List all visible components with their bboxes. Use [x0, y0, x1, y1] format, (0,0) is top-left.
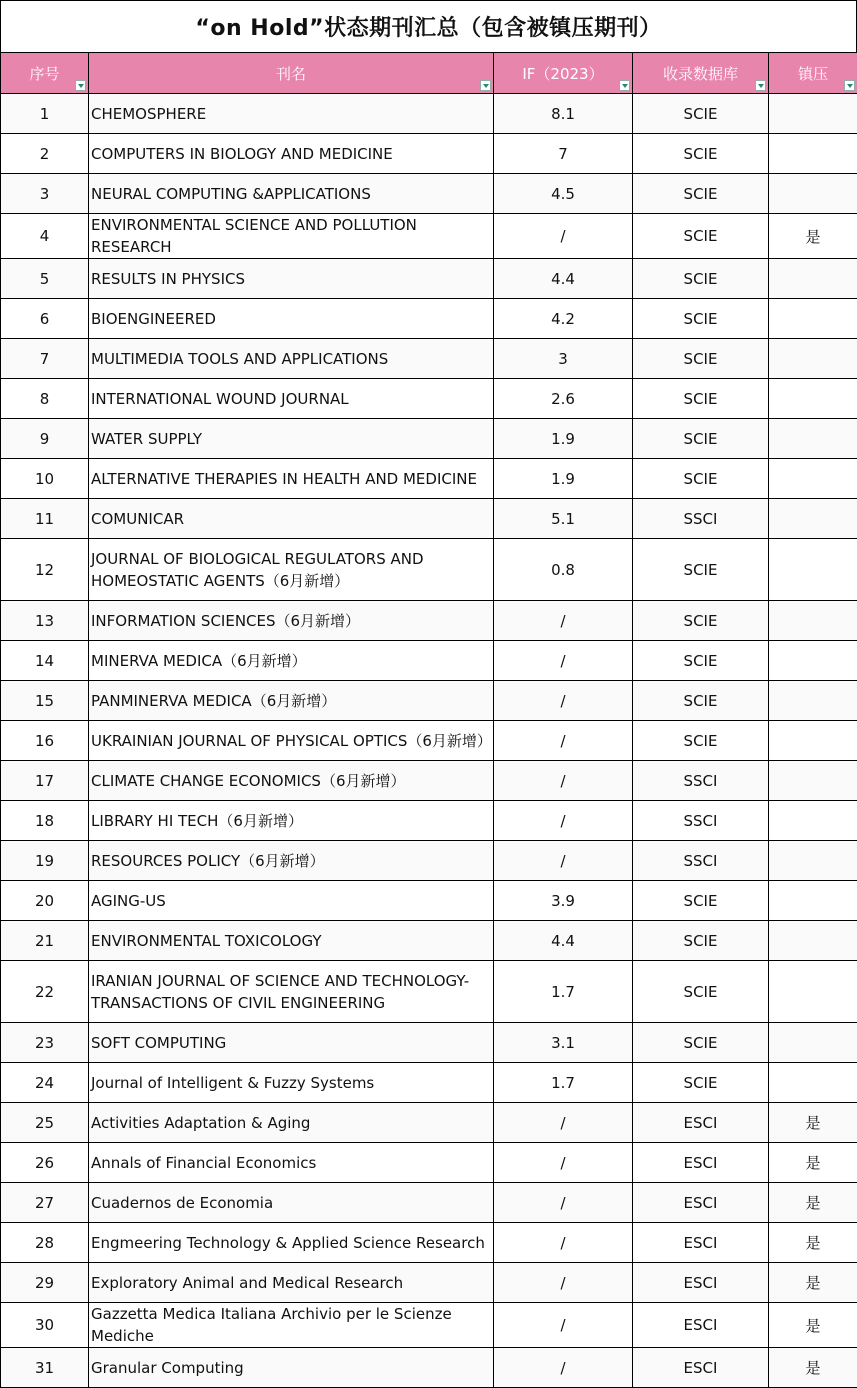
cell-suppressed[interactable]: 是 — [769, 1223, 857, 1263]
cell-no[interactable]: 24 — [1, 1063, 89, 1103]
header-no — [1, 53, 89, 94]
cell-journal-name[interactable]: BIOENGINEERED — [89, 299, 494, 339]
cell-impact-factor[interactable]: / — [494, 1143, 633, 1183]
cell-journal-name[interactable]: Granular Computing — [89, 1348, 494, 1388]
cell-no[interactable]: 9 — [1, 419, 89, 459]
cell-impact-factor[interactable]: 0.8 — [494, 539, 633, 601]
cell-database[interactable]: SCIE — [633, 94, 769, 134]
header-db-label: 收录数据库 — [663, 65, 738, 83]
cell-no[interactable]: 25 — [1, 1103, 89, 1143]
cell-no[interactable]: 11 — [1, 499, 89, 539]
cell-database[interactable]: SCIE — [633, 1063, 769, 1103]
cell-impact-factor[interactable]: / — [494, 1183, 633, 1223]
cell-suppressed[interactable] — [769, 299, 857, 339]
cell-database[interactable]: SCIE — [633, 214, 769, 259]
cell-database[interactable]: ESCI — [633, 1223, 769, 1263]
cell-suppressed[interactable] — [769, 259, 857, 299]
cell-journal-name[interactable]: ENVIRONMENTAL SCIENCE AND POLLUTION RESEARCH — [89, 214, 494, 259]
cell-journal-name[interactable]: Journal of Intelligent & Fuzzy Systems — [89, 1063, 494, 1103]
cell-suppressed[interactable] — [769, 539, 857, 601]
cell-no[interactable]: 22 — [1, 961, 89, 1023]
cell-suppressed[interactable]: 是 — [769, 1303, 857, 1348]
cell-no[interactable]: 15 — [1, 681, 89, 721]
cell-database[interactable]: SCIE — [633, 174, 769, 214]
cell-suppressed[interactable] — [769, 174, 857, 214]
cell-suppressed[interactable] — [769, 721, 857, 761]
cell-database[interactable]: ESCI — [633, 1183, 769, 1223]
cell-journal-name[interactable]: Annals of Financial Economics — [89, 1143, 494, 1183]
cell-suppressed[interactable] — [769, 459, 857, 499]
cell-impact-factor[interactable]: / — [494, 1223, 633, 1263]
cell-suppressed[interactable] — [769, 339, 857, 379]
table-row — [1, 1063, 857, 1103]
cell-no[interactable]: 1 — [1, 94, 89, 134]
table-row — [1, 841, 857, 881]
cell-database[interactable]: SCIE — [633, 259, 769, 299]
cell-database[interactable]: SSCI — [633, 841, 769, 881]
table-row — [1, 259, 857, 299]
cell-journal-name[interactable]: UKRAINIAN JOURNAL OF PHYSICAL OPTICS（6月新增） — [89, 721, 494, 761]
cell-no[interactable]: 10 — [1, 459, 89, 499]
table-row — [1, 339, 857, 379]
cell-database[interactable]: ESCI — [633, 1303, 769, 1348]
cell-no[interactable]: 20 — [1, 881, 89, 921]
table-row — [1, 801, 857, 841]
cell-no[interactable]: 4 — [1, 214, 89, 259]
cell-database[interactable]: ESCI — [633, 1103, 769, 1143]
table-row — [1, 1348, 857, 1388]
cell-database[interactable]: SCIE — [633, 961, 769, 1023]
filter-dropdown-icon[interactable] — [755, 80, 766, 91]
cell-database[interactable]: SCIE — [633, 379, 769, 419]
cell-journal-name[interactable]: NEURAL COMPUTING &APPLICATIONS — [89, 174, 494, 214]
table-row — [1, 1143, 857, 1183]
table-row — [1, 214, 857, 259]
cell-impact-factor[interactable]: 4.2 — [494, 299, 633, 339]
cell-no[interactable]: 7 — [1, 339, 89, 379]
table-row — [1, 721, 857, 761]
cell-suppressed[interactable]: 是 — [769, 1103, 857, 1143]
cell-no[interactable]: 30 — [1, 1303, 89, 1348]
cell-journal-name[interactable]: COMPUTERS IN BIOLOGY AND MEDICINE — [89, 134, 494, 174]
cell-no[interactable]: 14 — [1, 641, 89, 681]
table-row — [1, 1103, 857, 1143]
cell-impact-factor[interactable]: / — [494, 1263, 633, 1303]
cell-suppressed[interactable] — [769, 841, 857, 881]
cell-suppressed[interactable] — [769, 881, 857, 921]
cell-impact-factor[interactable]: 4.5 — [494, 174, 633, 214]
table-row — [1, 174, 857, 214]
filter-dropdown-icon[interactable] — [75, 80, 86, 91]
table-row — [1, 1303, 857, 1348]
cell-impact-factor[interactable]: 3.9 — [494, 881, 633, 921]
table-row — [1, 499, 857, 539]
table-row — [1, 379, 857, 419]
cell-impact-factor[interactable]: 4.4 — [494, 259, 633, 299]
cell-impact-factor[interactable]: / — [494, 681, 633, 721]
cell-no[interactable]: 13 — [1, 601, 89, 641]
cell-database[interactable]: SCIE — [633, 339, 769, 379]
cell-journal-name[interactable]: ENVIRONMENTAL TOXICOLOGY — [89, 921, 494, 961]
header-row — [1, 53, 857, 94]
cell-journal-name[interactable]: CHEMOSPHERE — [89, 94, 494, 134]
cell-suppressed[interactable] — [769, 94, 857, 134]
cell-no[interactable]: 3 — [1, 174, 89, 214]
cell-journal-name[interactable]: AGING-US — [89, 881, 494, 921]
cell-impact-factor[interactable]: 8.1 — [494, 94, 633, 134]
cell-journal-name[interactable]: Engmeering Technology & Applied Science Research — [89, 1223, 494, 1263]
journal-table — [0, 52, 857, 1388]
cell-impact-factor[interactable]: / — [494, 214, 633, 259]
cell-no[interactable]: 5 — [1, 259, 89, 299]
header-if-label: IF（2023） — [522, 65, 603, 83]
cell-journal-name[interactable]: RESOURCES POLICY（6月新增） — [89, 841, 494, 881]
cell-no[interactable]: 31 — [1, 1348, 89, 1388]
cell-suppressed[interactable] — [769, 134, 857, 174]
cell-no[interactable]: 12 — [1, 539, 89, 601]
cell-database[interactable]: SCIE — [633, 681, 769, 721]
header-db — [633, 53, 769, 94]
cell-suppressed[interactable] — [769, 921, 857, 961]
cell-impact-factor[interactable]: / — [494, 841, 633, 881]
table-row — [1, 419, 857, 459]
cell-suppressed[interactable]: 是 — [769, 1348, 857, 1388]
cell-journal-name[interactable]: WATER SUPPLY — [89, 419, 494, 459]
cell-no[interactable]: 26 — [1, 1143, 89, 1183]
cell-impact-factor[interactable]: / — [494, 1348, 633, 1388]
cell-suppressed[interactable] — [769, 641, 857, 681]
cell-suppressed[interactable] — [769, 761, 857, 801]
sheet-title: “on Hold”状态期刊汇总（包含被镇压期刊） — [0, 0, 857, 52]
table-row — [1, 1263, 857, 1303]
cell-database[interactable]: ESCI — [633, 1143, 769, 1183]
table-row — [1, 921, 857, 961]
cell-suppressed[interactable]: 是 — [769, 1183, 857, 1223]
cell-no[interactable]: 16 — [1, 721, 89, 761]
cell-impact-factor[interactable]: 7 — [494, 134, 633, 174]
table-row — [1, 1023, 857, 1063]
header-no-label: 序号 — [29, 65, 59, 83]
cell-impact-factor[interactable]: 1.9 — [494, 419, 633, 459]
cell-journal-name[interactable]: INFORMATION SCIENCES（6月新增） — [89, 601, 494, 641]
table-row — [1, 761, 857, 801]
cell-database[interactable]: SSCI — [633, 761, 769, 801]
table-row — [1, 134, 857, 174]
cell-no[interactable]: 29 — [1, 1263, 89, 1303]
cell-no[interactable]: 8 — [1, 379, 89, 419]
cell-journal-name[interactable]: MULTIMEDIA TOOLS AND APPLICATIONS — [89, 339, 494, 379]
cell-impact-factor[interactable]: 4.4 — [494, 921, 633, 961]
table-row — [1, 881, 857, 921]
table-row — [1, 681, 857, 721]
header-if — [494, 53, 633, 94]
cell-journal-name[interactable]: Activities Adaptation & Aging — [89, 1103, 494, 1143]
cell-database[interactable]: SCIE — [633, 134, 769, 174]
cell-impact-factor[interactable]: / — [494, 801, 633, 841]
header-name — [89, 53, 494, 94]
cell-impact-factor[interactable]: / — [494, 1103, 633, 1143]
cell-journal-name[interactable]: Exploratory Animal and Medical Research — [89, 1263, 494, 1303]
cell-suppressed[interactable] — [769, 499, 857, 539]
cell-database[interactable]: SCIE — [633, 539, 769, 601]
cell-suppressed[interactable] — [769, 601, 857, 641]
cell-database[interactable]: SCIE — [633, 881, 769, 921]
cell-impact-factor[interactable]: 5.1 — [494, 499, 633, 539]
cell-impact-factor[interactable]: 1.7 — [494, 1063, 633, 1103]
cell-suppressed[interactable] — [769, 1023, 857, 1063]
cell-journal-name[interactable]: Gazzetta Medica Italiana Archivio per le Scienze Mediche — [89, 1303, 494, 1348]
cell-no[interactable]: 18 — [1, 801, 89, 841]
table-row — [1, 94, 857, 134]
cell-impact-factor[interactable]: 1.7 — [494, 961, 633, 1023]
cell-suppressed[interactable] — [769, 961, 857, 1023]
filter-dropdown-icon[interactable] — [844, 80, 855, 91]
cell-journal-name[interactable]: PANMINERVA MEDICA（6月新增） — [89, 681, 494, 721]
table-row — [1, 961, 857, 1023]
filter-dropdown-icon[interactable] — [619, 80, 630, 91]
cell-database[interactable]: SSCI — [633, 801, 769, 841]
cell-suppressed[interactable]: 是 — [769, 1143, 857, 1183]
cell-database[interactable]: SCIE — [633, 641, 769, 681]
table-row — [1, 539, 857, 601]
cell-journal-name[interactable]: COMUNICAR — [89, 499, 494, 539]
cell-database[interactable]: SCIE — [633, 601, 769, 641]
cell-journal-name[interactable]: SOFT COMPUTING — [89, 1023, 494, 1063]
cell-no[interactable]: 28 — [1, 1223, 89, 1263]
table-row — [1, 641, 857, 681]
header-flag — [769, 53, 857, 94]
cell-impact-factor[interactable]: 3.1 — [494, 1023, 633, 1063]
cell-impact-factor[interactable]: 2.6 — [494, 379, 633, 419]
cell-journal-name[interactable]: ALTERNATIVE THERAPIES IN HEALTH AND MEDICINE — [89, 459, 494, 499]
cell-suppressed[interactable]: 是 — [769, 1263, 857, 1303]
table-row — [1, 299, 857, 339]
table-row — [1, 601, 857, 641]
cell-database[interactable]: ESCI — [633, 1263, 769, 1303]
header-flag-label: 镇压 — [798, 65, 828, 83]
cell-database[interactable]: SCIE — [633, 299, 769, 339]
cell-no[interactable]: 27 — [1, 1183, 89, 1223]
cell-suppressed[interactable]: 是 — [769, 214, 857, 259]
cell-journal-name[interactable]: Cuadernos de Economia — [89, 1183, 494, 1223]
cell-journal-name[interactable]: JOURNAL OF BIOLOGICAL REGULATORS AND HOMEOSTATIC AGENTS（6月新增） — [89, 539, 494, 601]
cell-impact-factor[interactable]: / — [494, 601, 633, 641]
cell-impact-factor[interactable]: / — [494, 721, 633, 761]
filter-dropdown-icon[interactable] — [480, 80, 491, 91]
cell-journal-name[interactable]: MINERVA MEDICA（6月新增） — [89, 641, 494, 681]
cell-impact-factor[interactable]: 3 — [494, 339, 633, 379]
cell-suppressed[interactable] — [769, 801, 857, 841]
cell-journal-name[interactable]: INTERNATIONAL WOUND JOURNAL — [89, 379, 494, 419]
cell-journal-name[interactable]: CLIMATE CHANGE ECONOMICS（6月新增） — [89, 761, 494, 801]
cell-impact-factor[interactable]: / — [494, 761, 633, 801]
cell-impact-factor[interactable]: 1.9 — [494, 459, 633, 499]
cell-journal-name[interactable]: RESULTS IN PHYSICS — [89, 259, 494, 299]
cell-database[interactable]: SCIE — [633, 721, 769, 761]
cell-impact-factor[interactable]: / — [494, 1303, 633, 1348]
table-body — [1, 94, 857, 1388]
table-row — [1, 459, 857, 499]
cell-database[interactable]: ESCI — [633, 1348, 769, 1388]
cell-database[interactable]: SCIE — [633, 419, 769, 459]
cell-suppressed[interactable] — [769, 1063, 857, 1103]
cell-impact-factor[interactable]: / — [494, 641, 633, 681]
cell-no[interactable]: 17 — [1, 761, 89, 801]
cell-suppressed[interactable] — [769, 681, 857, 721]
cell-suppressed[interactable] — [769, 379, 857, 419]
cell-no[interactable]: 19 — [1, 841, 89, 881]
cell-no[interactable]: 21 — [1, 921, 89, 961]
cell-no[interactable]: 23 — [1, 1023, 89, 1063]
cell-no[interactable]: 6 — [1, 299, 89, 339]
cell-database[interactable]: SCIE — [633, 1023, 769, 1063]
table-row — [1, 1223, 857, 1263]
header-name-label: 刊名 — [276, 65, 306, 83]
cell-database[interactable]: SCIE — [633, 459, 769, 499]
cell-no[interactable]: 2 — [1, 134, 89, 174]
table-row — [1, 1183, 857, 1223]
cell-database[interactable]: SSCI — [633, 499, 769, 539]
cell-journal-name[interactable]: LIBRARY HI TECH（6月新增） — [89, 801, 494, 841]
cell-database[interactable]: SCIE — [633, 921, 769, 961]
cell-journal-name[interactable]: IRANIAN JOURNAL OF SCIENCE AND TECHNOLOGY-TRANSACTIONS OF CIVIL ENGINEERING — [89, 961, 494, 1023]
cell-suppressed[interactable] — [769, 419, 857, 459]
